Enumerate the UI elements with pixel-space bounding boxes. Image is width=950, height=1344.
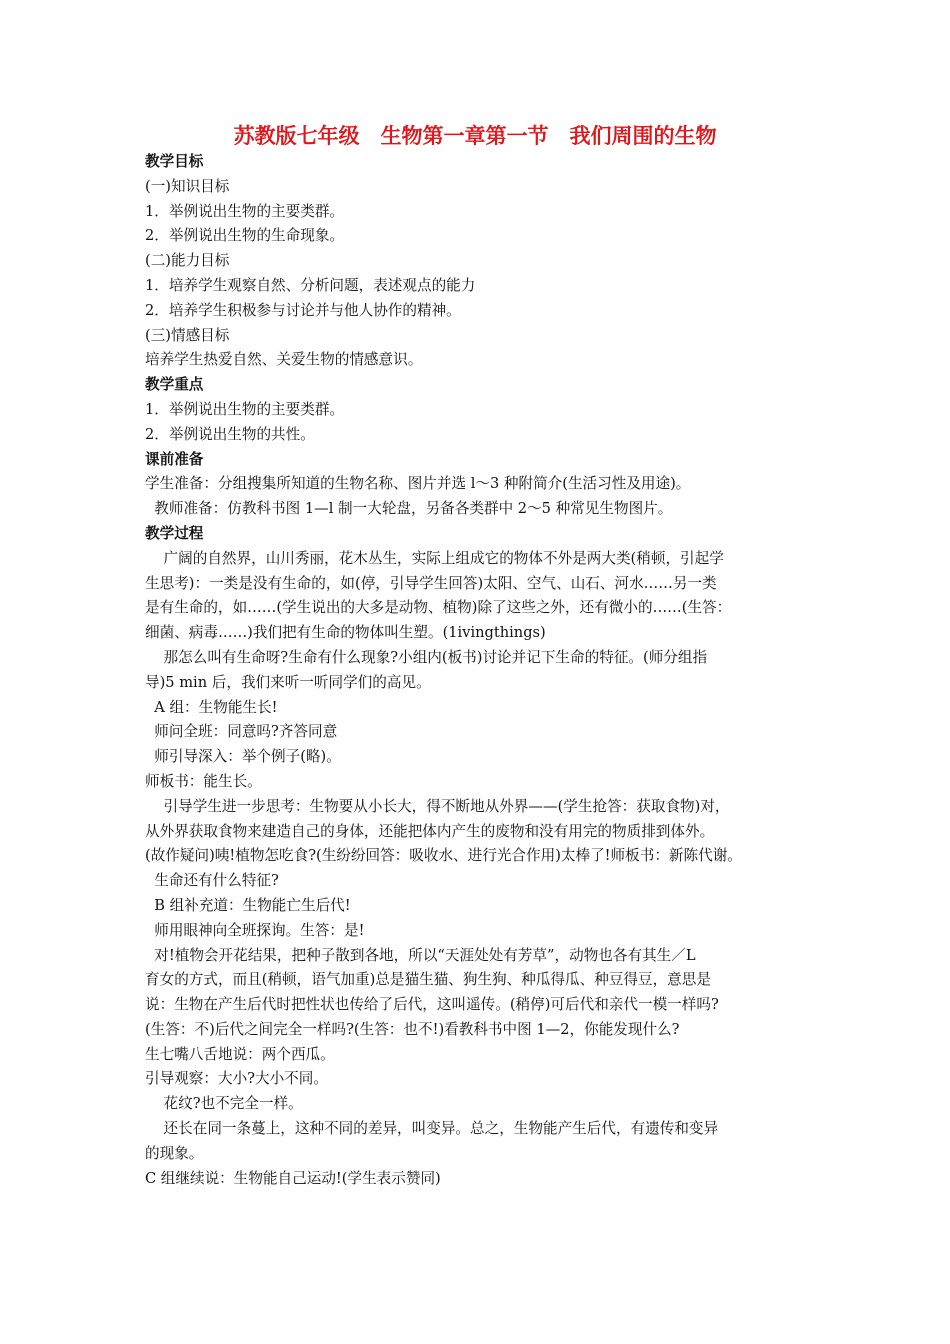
text-line: 生七嘴八舌地说：两个西瓜。 bbox=[145, 1045, 335, 1063]
document-body bbox=[145, 150, 815, 1191]
text-line: 导)5 min 后，我们来听一听同学们的高见。 bbox=[145, 673, 431, 691]
text-line: 广阔的自然界，山川秀丽，花木丛生，实际上组成它的物体不外是两大类(稍顿，引起学 bbox=[145, 549, 724, 567]
text-line: 育女的方式，而且(稍顿，语气加重)总是猫生猫、狗生狗、种瓜得瓜、种豆得豆，意思是 bbox=[145, 971, 711, 989]
text-line: 生命还有什么特征? bbox=[145, 872, 279, 890]
text-line: 花纹?也不完全一样。 bbox=[145, 1095, 303, 1113]
text-line: (二)能力目标 bbox=[145, 252, 230, 270]
text-line: (一)知识目标 bbox=[145, 177, 230, 195]
text-line: 师引导深入：举个例子(略)。 bbox=[145, 748, 341, 766]
text-line: 2．举例说出生物的共性。 bbox=[145, 425, 315, 443]
text-line: 师板书：能生长。 bbox=[145, 772, 262, 790]
text-line: 生思考)：一类是没有生命的，如(停，引导学生回答)太阳、空气、山石、河水……另一类 bbox=[145, 574, 717, 592]
text-line: (故作疑问)咦!植物怎吃食?(生纷纷回答：吸收水、进行光合作用)太棒了!师板书：新陈代谢。 bbox=[145, 847, 742, 865]
section-heading: 教学重点 bbox=[145, 376, 204, 394]
text-line: 对!植物会开花结果，把种子散到各地，所以“天涯处处有芳草”，动物也各有其生／L bbox=[145, 946, 696, 964]
text-line: 细菌、病毒……)我们把有生命的物体叫生塑。(1ivingthings) bbox=[145, 624, 546, 642]
section-heading: 课前准备 bbox=[145, 450, 204, 468]
text-line: 教师准备：仿教科书图 1—l 制一大轮盘，另备各类群中 2～5 种常见生物图片。 bbox=[145, 500, 673, 518]
text-line: 引导学生进一步思考：生物要从小长大，得不断地从外界——(学生抢答：获取食物)对， bbox=[145, 797, 730, 815]
text-line: (三)情感目标 bbox=[145, 326, 230, 344]
text-line: A 组：生物能生长! bbox=[145, 698, 278, 716]
text-line: B 组补充道：生物能亡生后代! bbox=[145, 896, 351, 914]
text-line: 是有生命的，如……(学生说出的大多是动物、植物)除了这些之外，还有微小的……(生答： bbox=[145, 599, 732, 617]
section-heading: 教学目标 bbox=[145, 153, 204, 170]
text-line: 那怎么叫有生命呀?生命有什么现象?小组内(板书)讨论并记下生命的特征。(师分组指 bbox=[145, 648, 708, 666]
text-line: 师问全班：同意吗?齐答同意 bbox=[145, 723, 338, 741]
text-line: 还长在同一条蔓上，这种不同的差异，叫变异。总之，生物能产生后代，有遗传和变异 bbox=[145, 1120, 719, 1138]
text-line: 1．举例说出生物的主要类群。 bbox=[145, 202, 345, 220]
text-line: (生答：不)后代之间完全一样吗?(生答：也不!)看教科书中图 1—2，你能发现什么? bbox=[145, 1020, 680, 1038]
section-heading: 教学过程 bbox=[145, 524, 204, 542]
text-line: 学生准备：分组搜集所知道的生物名称、图片并选 l～3 种附简介(生活习性及用途)。 bbox=[145, 475, 691, 493]
text-line: 师用眼神向全班探询。生答：是! bbox=[145, 921, 365, 939]
text-line: 说：生物在产生后代时把性状也传给了后代，这叫遥传。(稍停)可后代和亲代一模一样吗? bbox=[145, 996, 719, 1014]
text-line: 2．培养学生积极参与讨论并与他人协作的精神。 bbox=[145, 301, 461, 319]
text-line: 的现象。 bbox=[145, 1144, 204, 1162]
text-line: 从外界获取食物来建造自己的身体，还能把体内产生的废物和没有用完的物质排到体外。 bbox=[145, 822, 715, 840]
text-line: C 组继续说：生物能自己运动!(学生表示赞同) bbox=[145, 1169, 441, 1187]
text-line: 培养学生热爱自然、关爱生物的情感意识。 bbox=[145, 351, 423, 369]
document-title: 苏教版七年级 生物第一章第一节 我们周围的生物 bbox=[233, 124, 717, 148]
text-line: 1．培养学生观察自然、分析问题，表述观点的能力 bbox=[145, 276, 476, 294]
text-line: 1．举例说出生物的主要类群。 bbox=[145, 400, 345, 418]
text-line: 引导观察：大小?大小不同。 bbox=[145, 1070, 328, 1088]
text-line: 2．举例说出生物的生命现象。 bbox=[145, 227, 345, 245]
